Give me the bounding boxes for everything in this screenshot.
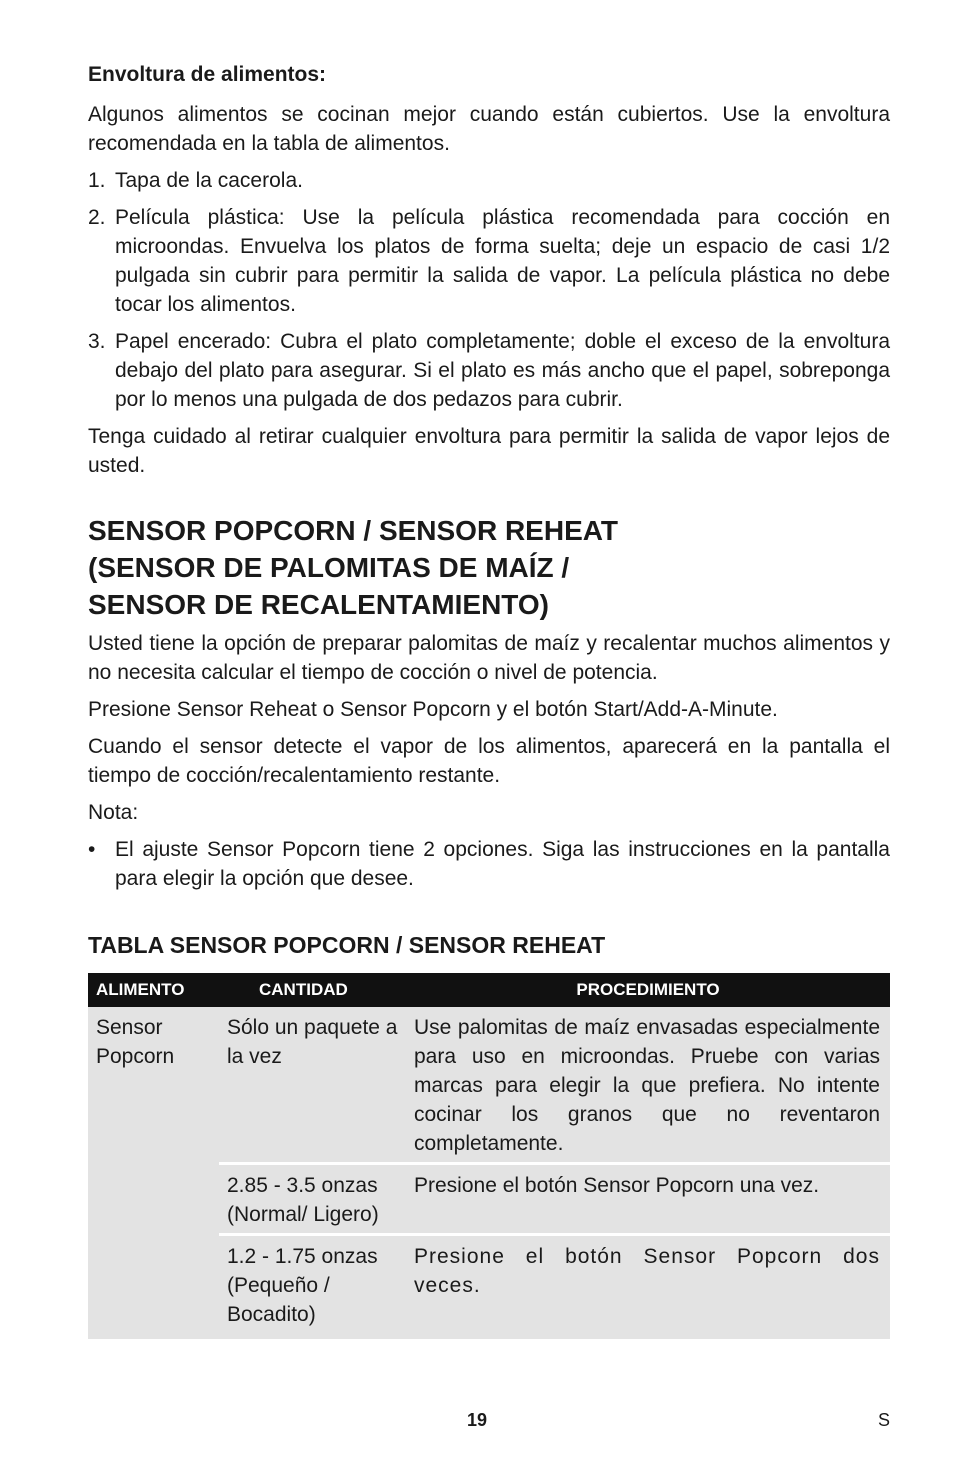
list-number: 1. bbox=[88, 169, 106, 192]
sensor-paragraph-1: Usted tiene la opción de preparar palomitas de maíz y recalentar muchos alimentos y no necesita calcular el tiempo de cocción o nivel de potencia. bbox=[88, 632, 890, 684]
language-mark: S bbox=[878, 1410, 891, 1430]
food-cell: Sensor Popcorn bbox=[88, 1007, 219, 1339]
column-header-quantity: CANTIDAD bbox=[219, 973, 406, 1007]
sensor-heading-line: (SENSOR DE PALOMITAS DE MAÍZ / bbox=[88, 552, 570, 583]
list-text: Tapa de la cacerola. bbox=[115, 169, 303, 192]
column-header-food: ALIMENTO bbox=[88, 973, 219, 1007]
procedure-cell: Use palomitas de maíz envasadas especialmente para uso en microondas. Pruebe con varias marcas para elegir la que prefiera. No intente cocinar los granos que no reventaron completamente. bbox=[406, 1007, 890, 1164]
quantity-cell: Sólo un paquete a la vez bbox=[219, 1007, 406, 1164]
sensor-table bbox=[88, 973, 890, 1339]
list-item bbox=[88, 166, 890, 195]
table-header-row bbox=[88, 973, 890, 1007]
wrap-caution: Tenga cuidado al retirar cualquier envoltura para permitir la salida de vapor lejos de usted. bbox=[88, 425, 890, 477]
procedure-cell: Presione el botón Sensor Popcorn una vez. bbox=[406, 1164, 890, 1235]
bullet-icon: • bbox=[88, 838, 96, 861]
sensor-paragraph-2: Presione Sensor Reheat o Sensor Popcorn y el botón Start/Add-A-Minute. bbox=[88, 698, 778, 721]
wrap-list bbox=[88, 166, 890, 414]
note-list bbox=[88, 835, 890, 893]
table-row bbox=[88, 1007, 890, 1164]
page-content bbox=[88, 60, 890, 1339]
column-header-procedure: PROCEDIMIENTO bbox=[406, 973, 890, 1007]
list-item bbox=[88, 327, 890, 414]
sensor-heading bbox=[88, 512, 890, 623]
sensor-heading-line: SENSOR POPCORN / SENSOR REHEAT bbox=[88, 515, 619, 546]
list-number: 2. bbox=[88, 206, 106, 229]
list-text: Película plástica: Use la película plástica recomendada para cocción en microondas. Envuelva los platos de forma suelta; deje un espacio de casi 1/2 pulgada sin cubrir para permitir la salida de vapor. La película plástica no debe tocar los alimentos. bbox=[115, 206, 890, 316]
quantity-cell: 1.2 - 1.75 onzas (Pequeño / Bocadito) bbox=[219, 1235, 406, 1340]
list-text: El ajuste Sensor Popcorn tiene 2 opciones. Siga las instrucciones en la pantalla para elegir la opción que desee. bbox=[115, 838, 890, 890]
note-label: Nota: bbox=[88, 801, 139, 824]
list-number: 3. bbox=[88, 330, 106, 353]
sensor-paragraph-3: Cuando el sensor detecte el vapor de los alimentos, aparecerá en la pantalla el tiempo de cocción/recalentamiento restante. bbox=[88, 735, 890, 787]
wrap-heading: Envoltura de alimentos: bbox=[88, 63, 327, 86]
page-number: 19 bbox=[466, 1410, 488, 1430]
list-item bbox=[88, 835, 890, 893]
list-item bbox=[88, 203, 890, 319]
procedure-cell: Presione el botón Sensor Popcorn dos veces. bbox=[406, 1235, 890, 1340]
quantity-cell: 2.85 - 3.5 onzas (Normal/ Ligero) bbox=[219, 1164, 406, 1235]
table-title: TABLA SENSOR POPCORN / SENSOR REHEAT bbox=[88, 932, 606, 958]
sensor-heading-line: SENSOR DE RECALENTAMIENTO) bbox=[88, 589, 549, 620]
wrap-intro: Algunos alimentos se cocinan mejor cuando están cubiertos. Use la envoltura recomendada en la tabla de alimentos. bbox=[88, 103, 890, 155]
list-text: Papel encerado: Cubra el plato completamente; doble el exceso de la envoltura debajo del plato para asegurar. Si el plato es más ancho que el papel, sobreponga por lo menos una pulgada de dos pedazos para cubrir. bbox=[115, 330, 890, 411]
